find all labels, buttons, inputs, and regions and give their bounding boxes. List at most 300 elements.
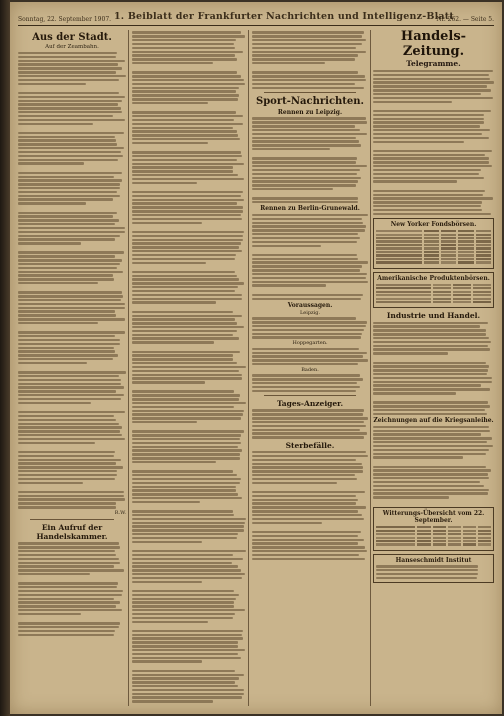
separator	[264, 92, 356, 93]
table-cell	[424, 230, 439, 232]
text-line	[18, 263, 120, 265]
text-line	[252, 463, 362, 465]
text-line	[18, 502, 116, 504]
table-cell	[458, 251, 473, 253]
text-line	[373, 388, 490, 390]
text-line	[132, 478, 241, 480]
table-cell	[433, 530, 446, 532]
subhead-hoppegarten: Hoppegarten.	[292, 340, 328, 347]
text-line	[373, 466, 486, 468]
table-title: New Yorker Fondsbörsen.	[390, 221, 477, 229]
text-line	[373, 352, 448, 354]
text-line	[373, 85, 487, 87]
table-cell	[433, 526, 446, 528]
text-line	[373, 365, 489, 367]
text-line	[252, 421, 364, 423]
stock-table-box	[373, 218, 494, 269]
text-line	[373, 173, 479, 175]
text-line	[252, 506, 366, 508]
text-line	[252, 317, 356, 319]
text-line	[18, 562, 120, 564]
text-line	[18, 92, 119, 94]
text-line	[132, 231, 244, 233]
section-subtitle: Telegramme.	[406, 59, 461, 68]
text-line	[18, 75, 126, 77]
text-line	[18, 394, 124, 396]
table-cell	[376, 298, 431, 300]
text-line	[18, 362, 87, 364]
text-line	[252, 125, 355, 127]
text-line	[132, 282, 244, 284]
text-line	[252, 87, 364, 89]
text-line	[132, 417, 241, 419]
text-line	[132, 529, 244, 531]
table-cell	[376, 287, 431, 289]
text-line	[373, 441, 487, 443]
text-line	[252, 558, 365, 560]
table-row	[376, 543, 491, 545]
table-row	[376, 240, 491, 242]
text-line	[18, 335, 115, 337]
text-line	[252, 75, 365, 77]
text-line	[373, 137, 489, 139]
table-cell	[424, 254, 439, 256]
text-line	[252, 229, 365, 231]
table-cell	[441, 234, 456, 236]
header-title: 1. Beiblatt der Frankfurter Nachrichten und Intelligenz-Blatt	[114, 11, 454, 22]
text-line	[252, 35, 362, 37]
text-line	[132, 242, 241, 244]
text-line	[373, 337, 489, 339]
text-line	[132, 337, 239, 339]
table-cell	[441, 251, 456, 253]
table-cell	[376, 240, 422, 242]
table-cell	[463, 526, 476, 528]
text-line	[132, 402, 246, 404]
table-cell	[424, 251, 439, 253]
text-line	[132, 649, 245, 651]
text-line	[18, 419, 116, 421]
text-line	[18, 147, 124, 149]
text-line	[252, 218, 362, 220]
text-line	[18, 227, 125, 229]
table-cell	[441, 254, 456, 256]
text-line	[132, 54, 235, 56]
text-line	[373, 492, 488, 494]
forecast-list	[252, 374, 368, 392]
text-line	[132, 79, 244, 81]
text-line	[132, 370, 239, 372]
table-cell	[453, 301, 471, 303]
text-line	[132, 554, 233, 556]
text-line	[18, 274, 113, 276]
table-cell	[376, 294, 431, 296]
text-line	[132, 170, 233, 172]
text-line	[252, 79, 366, 81]
text-line	[252, 499, 358, 501]
table-cell	[453, 284, 471, 286]
table-cell	[473, 298, 491, 300]
text-line	[132, 497, 242, 499]
table-cell	[417, 540, 430, 542]
table-cell	[473, 294, 491, 296]
text-line	[132, 138, 240, 140]
text-line	[373, 456, 463, 458]
text-line	[252, 409, 364, 411]
table-cell	[433, 543, 446, 545]
table-cell	[448, 540, 461, 542]
text-line	[132, 275, 237, 277]
text-line	[373, 485, 484, 487]
text-line	[373, 373, 487, 375]
text-line	[252, 417, 368, 419]
text-line	[376, 565, 478, 567]
text-line	[18, 100, 122, 102]
text-line	[132, 222, 202, 224]
text-line	[132, 613, 235, 615]
text-line	[18, 282, 98, 284]
text-line	[132, 159, 237, 161]
text-line	[252, 140, 359, 142]
table-cell	[476, 251, 491, 253]
table-cell	[433, 294, 451, 296]
text-line	[373, 74, 489, 76]
text-line	[132, 341, 214, 343]
text-line	[252, 273, 367, 275]
table-cell	[433, 301, 451, 303]
text-line	[18, 231, 125, 233]
text-line	[18, 598, 114, 600]
text-line	[18, 215, 113, 217]
text-line	[132, 206, 243, 208]
text-line	[132, 98, 238, 100]
text-line	[18, 466, 123, 468]
text-line	[132, 163, 244, 165]
table-cell	[433, 284, 451, 286]
text-line	[132, 677, 239, 679]
text-line	[132, 178, 244, 180]
table-cell	[458, 261, 473, 263]
text-line	[18, 107, 121, 109]
column-divider	[370, 30, 371, 706]
text-line	[373, 333, 486, 335]
text-line	[132, 182, 197, 184]
table-cell	[433, 533, 446, 535]
text-line	[252, 39, 366, 41]
text-line	[252, 258, 358, 260]
text-line	[373, 430, 490, 432]
text-line	[18, 390, 116, 392]
article-subhead: Rennen zu Berlin-Grunewald.	[260, 205, 360, 213]
text-line	[18, 56, 116, 58]
table-cell	[376, 291, 431, 293]
text-line	[18, 558, 119, 560]
text-line	[373, 157, 489, 159]
table-row	[376, 254, 491, 256]
table-cell	[458, 230, 473, 232]
text-line	[18, 67, 122, 69]
text-line	[252, 245, 321, 247]
text-line	[18, 386, 124, 388]
text-line	[373, 125, 480, 127]
text-line	[373, 377, 492, 379]
table-title: Amerikanische Produktenbörsen.	[377, 274, 490, 282]
text-line	[132, 573, 245, 575]
text-line	[132, 598, 236, 600]
table-cell	[417, 533, 430, 535]
text-line	[18, 613, 81, 615]
text-line	[132, 134, 238, 136]
text-line	[252, 325, 366, 327]
text-line	[373, 345, 488, 347]
text-line	[132, 102, 208, 104]
text-line	[132, 322, 237, 324]
text-line	[252, 188, 333, 190]
text-line	[373, 384, 481, 386]
text-line	[373, 381, 492, 383]
text-line	[252, 478, 357, 480]
text-line	[132, 486, 236, 488]
text-line	[132, 315, 242, 317]
text-line	[252, 269, 360, 271]
text-line	[373, 409, 485, 411]
text-line	[18, 198, 113, 200]
text-line	[18, 434, 122, 436]
text-line	[252, 58, 355, 60]
text-line	[18, 195, 120, 197]
text-line	[132, 174, 238, 176]
text-line	[132, 537, 237, 539]
text-line	[252, 470, 363, 472]
text-line	[18, 159, 118, 161]
text-line	[373, 118, 484, 120]
text-line	[252, 222, 363, 224]
text-line	[252, 329, 364, 331]
text-line	[132, 354, 233, 356]
table-cell	[376, 247, 422, 249]
table-cell	[441, 240, 456, 242]
text-line	[252, 254, 357, 256]
text-line	[373, 489, 489, 491]
text-line	[132, 474, 237, 476]
table-cell	[376, 543, 415, 545]
text-line	[373, 93, 481, 95]
text-line	[373, 190, 485, 192]
text-line	[18, 151, 121, 153]
text-line	[373, 205, 481, 207]
text-line	[132, 142, 208, 144]
text-line	[132, 550, 246, 552]
table-cell	[424, 237, 439, 239]
text-line	[18, 482, 83, 484]
text-line	[132, 358, 233, 360]
text-line	[132, 290, 235, 292]
text-line	[252, 491, 365, 493]
text-line	[18, 115, 113, 117]
table-row	[376, 230, 491, 232]
table-row	[376, 301, 491, 303]
table-cell	[458, 247, 473, 249]
text-line	[132, 482, 240, 484]
text-line	[18, 586, 117, 588]
text-line	[18, 318, 125, 320]
text-line	[132, 581, 202, 583]
table-row	[376, 298, 491, 300]
text-line	[373, 481, 480, 483]
text-line	[252, 374, 360, 376]
table-cell	[463, 543, 476, 545]
text-line	[18, 223, 115, 225]
text-line	[132, 111, 236, 113]
text-line	[373, 433, 481, 435]
table-cell	[424, 261, 439, 263]
text-line	[132, 235, 243, 237]
text-line	[252, 129, 360, 131]
ad-body	[376, 565, 491, 579]
table-cell	[433, 298, 451, 300]
text-line	[18, 626, 119, 628]
text-line	[132, 413, 243, 415]
table-cell	[453, 294, 471, 296]
text-line	[18, 307, 125, 309]
table-cell	[424, 247, 439, 249]
text-line	[252, 522, 322, 524]
produce-table	[376, 284, 491, 304]
text-line	[373, 437, 492, 439]
text-line	[373, 114, 484, 116]
table-cell	[478, 526, 491, 528]
table-cell	[476, 247, 491, 249]
table-cell	[376, 533, 415, 535]
table-cell	[376, 258, 422, 260]
text-line	[132, 390, 234, 392]
text-line	[18, 411, 125, 413]
text-line	[252, 225, 366, 227]
text-line	[132, 653, 238, 655]
text-line	[132, 461, 216, 463]
text-line	[252, 546, 365, 548]
text-line	[18, 491, 124, 493]
text-line	[18, 569, 124, 571]
article-body	[373, 322, 494, 416]
text-line	[132, 674, 244, 676]
table-row	[376, 291, 491, 293]
text-line	[18, 111, 122, 113]
table-cell	[376, 251, 422, 253]
table-row	[376, 251, 491, 253]
table-cell	[441, 237, 456, 239]
table-row	[376, 294, 491, 296]
text-line	[132, 410, 244, 412]
text-line	[132, 75, 241, 77]
table-cell	[476, 254, 491, 256]
stock-table	[376, 230, 491, 264]
text-line	[18, 565, 114, 567]
header-date: Sonntag, 22. September 1907.	[18, 16, 112, 23]
text-line	[252, 165, 367, 167]
table-cell	[441, 247, 456, 249]
forecast-list	[252, 317, 368, 339]
table-row	[376, 234, 491, 236]
text-line	[373, 121, 484, 123]
text-line	[252, 144, 361, 146]
text-line	[132, 533, 238, 535]
text-line	[132, 660, 202, 662]
text-line	[373, 392, 456, 394]
text-line	[18, 295, 123, 297]
text-line	[132, 278, 239, 280]
book-spine	[0, 0, 10, 716]
text-line	[132, 470, 233, 472]
text-line	[132, 641, 238, 643]
text-line	[132, 442, 241, 444]
text-line	[132, 210, 243, 212]
text-line	[132, 590, 234, 592]
table-cell	[424, 244, 439, 246]
table-cell	[453, 291, 471, 293]
text-line	[18, 238, 115, 240]
text-line	[132, 609, 245, 611]
text-line	[18, 179, 122, 181]
text-line	[252, 466, 363, 468]
death-notices	[252, 451, 368, 560]
text-line	[252, 233, 358, 235]
text-line	[18, 582, 118, 584]
text-line	[252, 31, 364, 33]
table-cell	[458, 237, 473, 239]
column-divider	[248, 30, 249, 706]
produce-table-box	[373, 272, 494, 309]
table-row	[376, 237, 491, 239]
text-line	[252, 352, 367, 354]
text-line	[252, 455, 368, 457]
text-line	[18, 331, 125, 333]
telegrams-body	[373, 70, 494, 215]
text-line	[18, 278, 114, 280]
text-line	[373, 129, 490, 131]
text-line	[373, 161, 489, 163]
text-line	[373, 197, 493, 199]
text-line	[252, 277, 366, 279]
text-line	[18, 455, 114, 457]
text-line	[18, 462, 116, 464]
table-cell	[476, 240, 491, 242]
text-line	[252, 261, 368, 263]
text-line	[132, 294, 242, 296]
text-line	[373, 101, 452, 103]
section-headline: Sport-Nachrichten.	[255, 96, 365, 108]
text-line	[132, 394, 240, 396]
text-line	[18, 251, 124, 253]
text-line	[252, 180, 358, 182]
text-line	[18, 609, 122, 611]
table-cell	[473, 284, 491, 286]
text-line	[18, 303, 125, 305]
text-line	[132, 657, 241, 659]
table-cell	[473, 301, 491, 303]
text-line	[252, 482, 337, 484]
header-rule	[18, 25, 494, 26]
table-cell	[376, 530, 415, 532]
text-line	[132, 700, 213, 702]
text-line	[132, 569, 241, 571]
text-line	[132, 525, 244, 527]
section-headline: Industrie und Handel.	[386, 311, 481, 321]
text-line	[132, 87, 239, 89]
text-line	[132, 286, 238, 288]
table-row	[376, 526, 491, 528]
subhead-leipzig: Leipzig.	[299, 309, 321, 316]
